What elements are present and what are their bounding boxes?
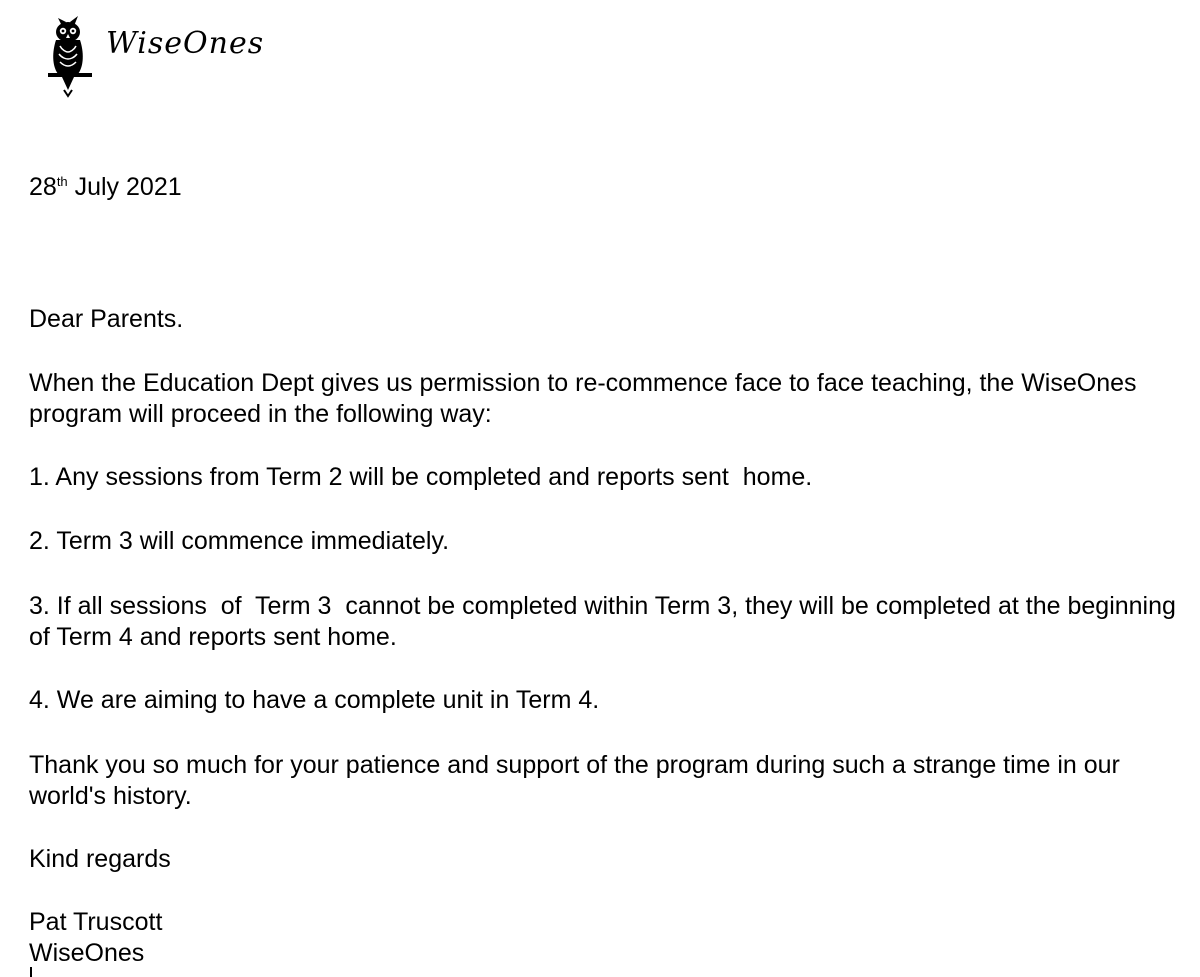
salutation: Dear Parents. [29,305,184,333]
thanks-paragraph: Thank you so much for your patience and support of the program during such a strange time in our world's history. [29,751,1120,810]
brand-logo-text: WiseOnes [106,26,265,61]
letter-date [29,172,182,203]
intro-paragraph: When the Education Dept gives us permission to re-commence face to face teaching, the WiseOnes program will proceed in the following way: [29,369,1137,428]
signature-name: Pat Truscott [29,908,163,936]
list-item-2: 2. Term 3 will commence immediately. [29,527,450,555]
list-item-1: 1. Any sessions from Term 2 will be completed and reports sent home. [29,463,813,491]
list-item-3: 3. If all sessions of Term 3 cannot be completed within Term 3, they will be completed at the beginning of Term 4 and reports sent home. [29,592,1183,651]
text-cursor [30,967,32,977]
closing: Kind regards [29,845,171,873]
date-day: 28 [29,173,57,201]
date-rest: July 2021 [67,173,182,201]
date-suffix: th [56,174,68,189]
signature-org: WiseOnes [29,939,145,967]
owl-icon [44,12,94,98]
list-item-4: 4. We are aiming to have a complete unit in Term 4. [29,686,600,714]
